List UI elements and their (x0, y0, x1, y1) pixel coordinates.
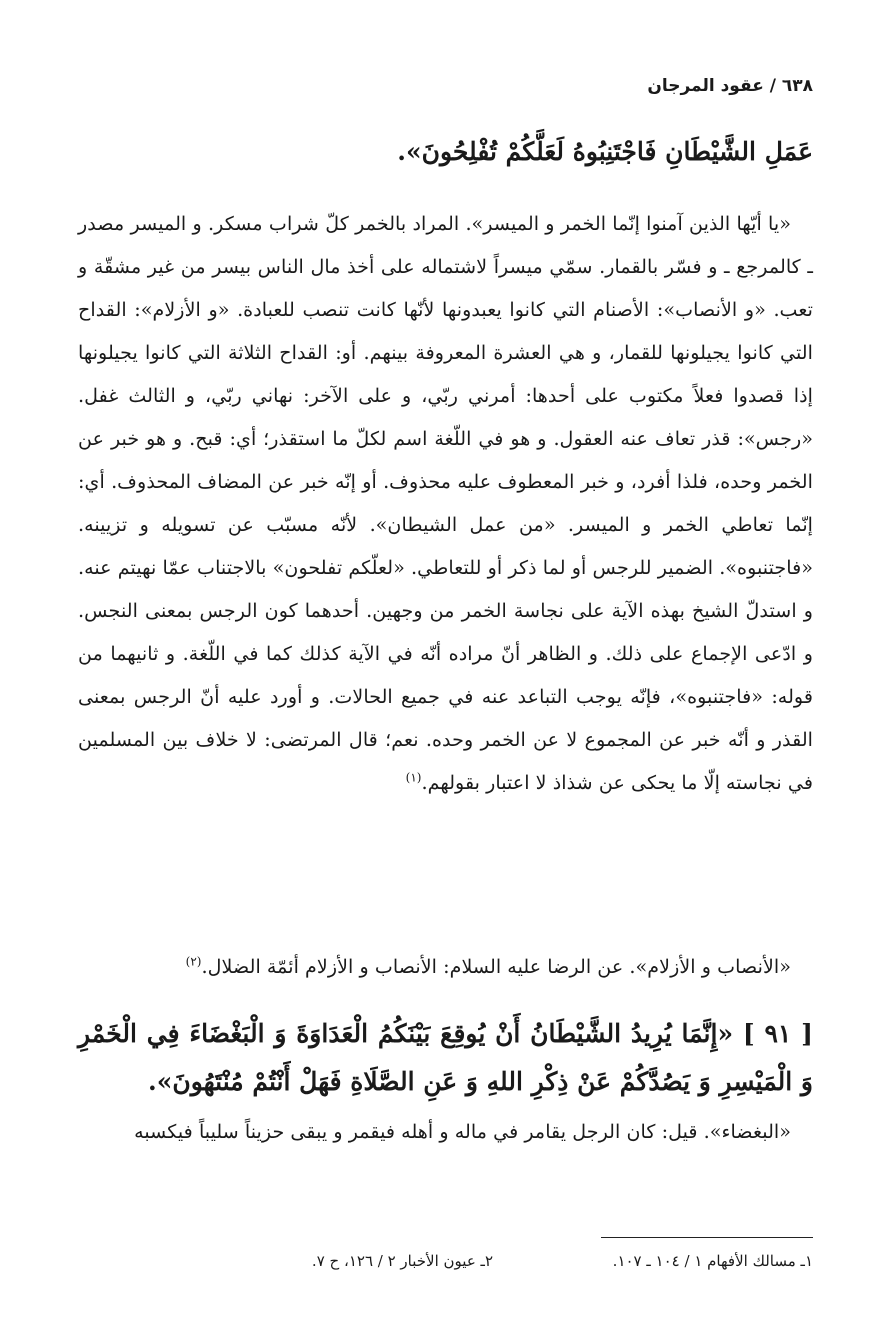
commentary-text-2: «الأنصاب و الأزلام». عن الرضا عليه السلام: الأنصاب و الأزلام أئمّة الضلال. (201, 955, 791, 978)
footnote-marker-1: (١) (405, 770, 422, 785)
commentary-paragraph-3: «البغضاء». قيل: كان الرجل يقامر في ماله و أهله فيقمر و يبقى حزيناً سليباً فيكسبه (134, 1120, 791, 1143)
book-page (78, 0, 813, 1326)
footnote-marker-2: (٢) (185, 954, 202, 969)
commentary-paragraph-1 (78, 202, 813, 804)
footnote-divider (601, 1237, 813, 1238)
commentary-text-1: «يا أيّها الذين آمنوا إنّما الخمر و الميسر». المراد بالخمر كلّ شراب مسكر. و الميسر مصدر ـ كالمرجع ـ و فسّر بالقمار. سمّي ميسراً لاشتماله على أخذ مال الناس بيسر من غير مشقّة و تعب. «و الأنصاب»: الأصنام التي كانوا يعبدونها لأنّها كانت تنصب للعبادة. «و الأزلام»: القداح التي كانوا يجيلونها للقمار، و هي العشرة المعروفة بينهم. أو: القداح الثلاثة التي كانوا يجيلونها إذا قصدوا فعلاً مكتوب على أحدها: أمرني ربّي، و على الآخر: نهاني ربّي، و الثالث غفل. «رجس»: قذر تعاف عنه العقول. و هو في اللّغة اسم لكلّ ما استقذر؛ أي: قبح. و هو خبر عن الخمر وحده، فلذا أفرد، و خبر المعطوف عليه محذوف. أو إنّه خبر عن المضاف المحذوف. أي: إنّما تعاطي الخمر و الميسر. «من عمل الشيطان». لأنّه مسبّب عن تسويله و تزيينه. «فاجتنبوه». الضمير للرجس أو لما ذكر أو للتعاطي. «لعلّكم تفلحون» بالاجتناب عمّا نهيتم عنه. و استدلّ الشيخ بهذه الآية على نجاسة الخمر من وجهين. أحدهما كون الرجس بمعنى النجس. و ادّعى الإجماع على ذلك. و الظاهر أنّ مراده أنّه في الآية كذلك كما في اللّغة. و ثانيهما من قوله: «فاجتنبوه»، فإنّه يوجب التباعد عنه في جميع الحالات. و أورد عليه أنّ الرجس بمعنى القذر و أنّه خبر عن المجموع لا عن الخمر وحده. نعم؛ قال المرتضى: لا خلاف بين المسلمين في نجاسته إلّا ما يحكى عن شذاذ لا اعتبار بقولهم. (78, 212, 813, 794)
quran-verse-91: [ ٩١ ] «إِنَّمَا يُرِيدُ الشَّيْطَانُ أَنْ يُوقِعَ بَيْنَكُمُ الْعَدَاوَةَ وَ الْبَغْضَاءَ فِي الْخَمْرِ وَ الْمَيْسِرِ وَ يَصُدَّكُمْ عَنْ ذِكْرِ اللهِ وَ عَنِ الصَّلَاةِ فَهَلْ أَنْتُمْ مُنْتَهُونَ». (78, 1019, 813, 1096)
running-header: ٦٣٨ / عقود المرجان (647, 76, 813, 96)
quran-verse-90-ending: عَمَلِ الشَّيْطَانِ فَاجْتَنِبُوهُ لَعَلَّكُمْ تُفْلِحُونَ». (397, 137, 813, 166)
footnote-1: ١ـ مسالك الأفهام ١ / ١٠٤ ـ ١٠٧. (612, 1252, 813, 1270)
commentary-paragraph-2 (78, 945, 813, 988)
footnote-2: ٢ـ عيون الأخبار ٢ / ١٢٦، ح ٧. (311, 1252, 493, 1270)
